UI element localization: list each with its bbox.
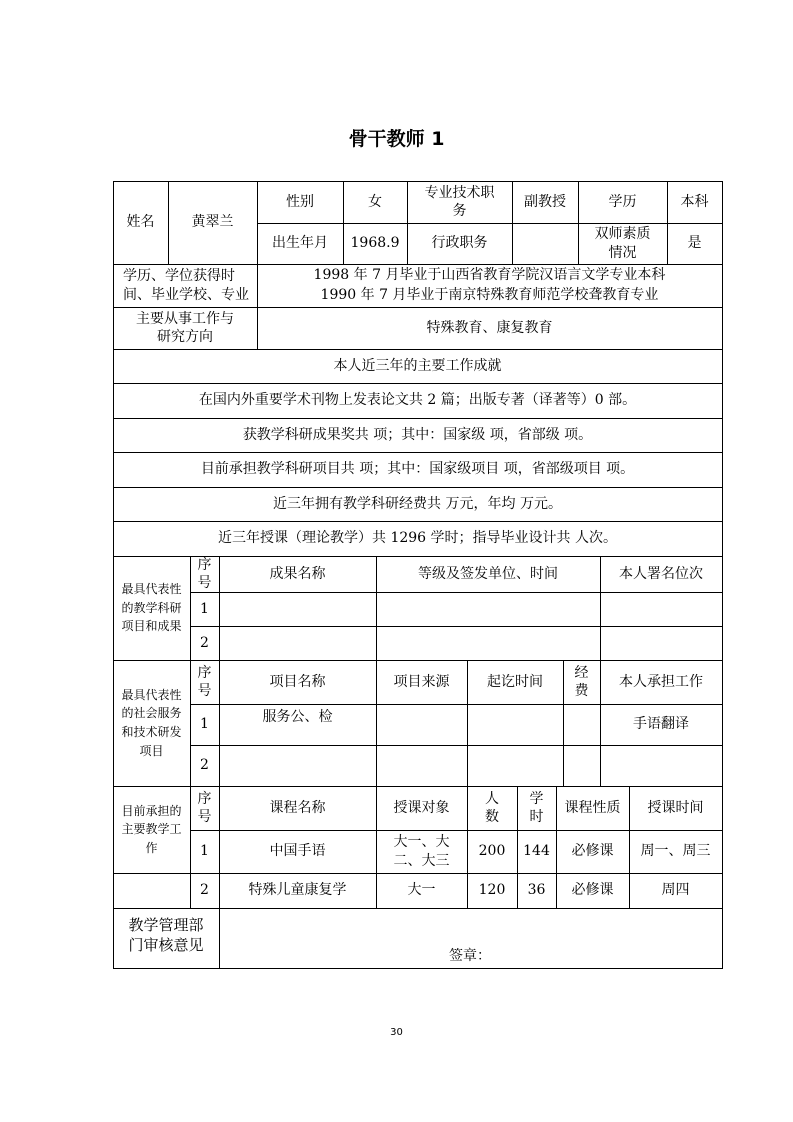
research-row-1-no: 1 <box>200 600 209 617</box>
service-label: 最具代表性的社会服务和技术研发项目 <box>121 687 182 758</box>
projects-line: 目前承担教学科研项目共 项；其中：国家级项目 项，省部级项目 项。 <box>200 461 635 478</box>
research-col-level: 等级及签发单位、时间 <box>418 565 558 582</box>
signature-label: 签章： <box>449 947 491 964</box>
course-row-1-name: 中国手语 <box>269 843 326 860</box>
research-col-no: 序号 <box>197 556 212 591</box>
course-row-1-time: 周一、周三 <box>640 843 711 860</box>
service-col-period: 起讫时间 <box>487 673 543 690</box>
service-row-2-no: 2 <box>200 757 209 774</box>
course-row-1-count: 200 <box>478 843 506 860</box>
admin-label: 行政职务 <box>431 235 488 252</box>
degree-line-2: 1990 年 7 月毕业于南京特殊教育师范学校聋教育专业 <box>320 286 659 303</box>
education-value: 本科 <box>680 193 709 210</box>
course-row-2-count: 120 <box>478 882 506 899</box>
courses-label: 目前承担的主要教学工作 <box>121 803 182 855</box>
name-value: 黄翠兰 <box>191 214 234 231</box>
dual-label: 双师素质情况 <box>594 226 651 261</box>
course-row-2-hours: 36 <box>527 882 546 899</box>
birth-value: 1968.9 <box>350 235 400 252</box>
courses-col-count: 人数 <box>485 790 499 825</box>
course-row-2-name: 特殊儿童康复学 <box>248 882 347 899</box>
service-col-no: 序号 <box>197 664 212 699</box>
course-row-2-type: 必修课 <box>571 882 614 899</box>
course-row-1-hours: 144 <box>523 843 550 860</box>
dual-value: 是 <box>687 235 702 252</box>
service-row-1-no: 1 <box>200 716 209 733</box>
papers-line: 在国内外重要学术刊物上发表论文共 2 篇；出版专著（译著等）0 部。 <box>198 392 637 409</box>
research-col-name: 成果名称 <box>269 565 326 582</box>
page-number: 30 <box>390 1027 403 1038</box>
work-label: 主要从事工作与研究方向 <box>136 310 234 345</box>
service-col-name: 项目名称 <box>269 673 326 690</box>
teaching-line: 近三年授课（理论教学）共 1296 学时；指导毕业设计共 人次。 <box>218 530 617 547</box>
tech-title-label: 专业技术职务 <box>424 184 495 219</box>
degree-label: 学历、学位获得时间、毕业学校、专业 <box>123 268 249 303</box>
birth-label: 出生年月 <box>272 235 328 252</box>
course-row-2-target: 大一 <box>407 882 436 899</box>
work-value: 特殊教育、康复教育 <box>426 319 553 336</box>
courses-col-no: 序号 <box>197 790 212 825</box>
service-col-fund: 经费 <box>574 664 589 699</box>
tech-title-value: 副教授 <box>524 193 566 210</box>
degree-line-1: 1998 年 7 月毕业于山西省教育学院汉语言文学专业本科 <box>313 266 666 283</box>
admin-value <box>512 223 578 264</box>
research-row-2-no: 2 <box>200 634 209 651</box>
course-row-2-time: 周四 <box>661 882 690 899</box>
course-row-1-type: 必修课 <box>571 843 614 860</box>
course-row-1-no: 1 <box>200 843 209 860</box>
course-row-2-no: 2 <box>200 882 209 899</box>
courses-col-hours: 学时 <box>529 790 544 825</box>
courses-col-type: 课程性质 <box>564 799 621 816</box>
achievements-header: 本人近三年的主要工作成就 <box>333 357 502 374</box>
page-title: 骨干教师 1 <box>348 128 445 150</box>
service-col-role: 本人承担工作 <box>619 673 703 690</box>
gender-label: 性别 <box>286 193 314 210</box>
courses-col-name: 课程名称 <box>269 799 326 816</box>
service-col-source: 项目来源 <box>393 673 450 690</box>
education-label: 学历 <box>608 193 637 210</box>
degree-info <box>257 264 722 307</box>
funding-line: 近三年拥有教学科研经费共 万元，年均 万元。 <box>273 495 562 512</box>
course-row-1-target: 大一、大二、大三 <box>393 834 450 869</box>
name-label: 姓名 <box>126 214 155 231</box>
service-row-1-role: 手语翻译 <box>633 716 689 733</box>
research-label: 最具代表性的教学科研项目和成果 <box>121 582 182 634</box>
awards-line: 获教学科研成果奖共 项；其中：国家级 项，省部级 项。 <box>242 426 593 443</box>
courses-col-time: 授课时间 <box>647 799 704 816</box>
research-col-rank: 本人署名位次 <box>619 565 703 582</box>
review-label: 教学管理部门审核意见 <box>128 916 204 954</box>
gender-value: 女 <box>368 193 382 210</box>
service-row-1-name: 服务公、检 <box>262 709 333 725</box>
courses-col-target: 授课对象 <box>393 799 450 816</box>
